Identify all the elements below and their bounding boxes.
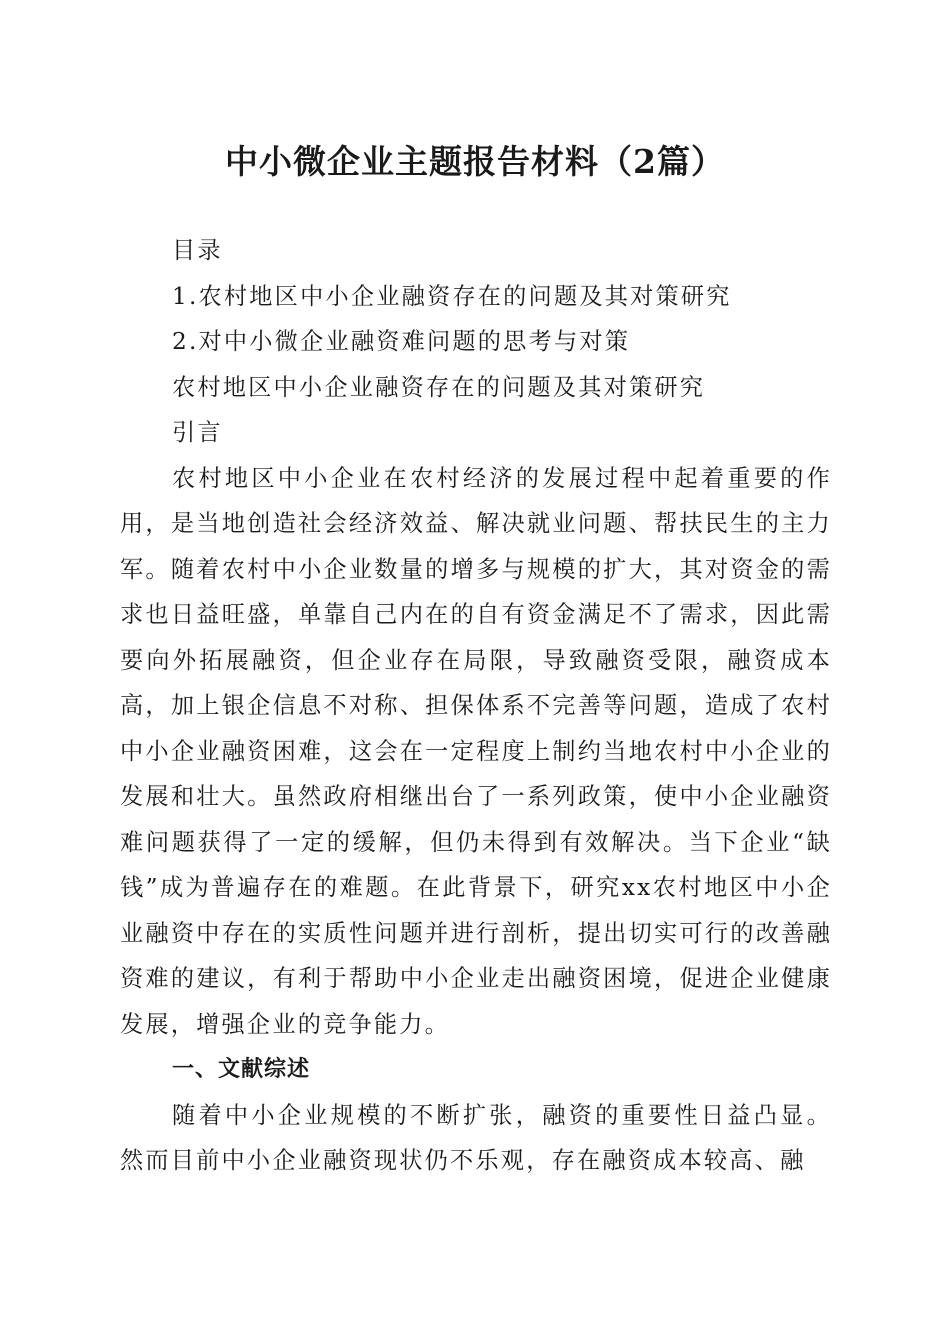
toc-label: 目录 (172, 237, 223, 264)
document-body (120, 228, 832, 1184)
document-title: 中小微企业主题报告材料（2篇） (225, 142, 725, 181)
intro-label: 引言 (172, 419, 223, 446)
toc-item-2: 2.对中小微企业融资难问题的思考与对策 (172, 328, 631, 355)
toc-item-1: 1.农村地区中小企业融资存在的问题及其对策研究 (172, 282, 732, 310)
section-paragraph: 随着中小企业规模的不断扩张，融资的重要性日益凸显。然而目前中小企业融资现状仍不乐观，存在融资成本较高、融 (120, 1101, 832, 1174)
article-title: 农村地区中小企业融资存在的问题及其对策研究 (172, 373, 706, 401)
section-heading: 一、文献综述 (172, 1057, 311, 1082)
intro-paragraph: 农村地区中小企业在农村经济的发展过程中起着重要的作用，是当地创造社会经济效益、解决就业问题、帮扶民生的主力军。随着农村中小企业数量的增多与规模的扩大，其对资金的需求也日益旺盛，单靠自己内在的自有资金满足不了需求，因此需要向外拓展融资，但企业存在局限，导致融资受限，融资成本高，加上银企信息不对称、担保体系不完善等问题，造成了农村中小企业融资困难，这会在一定程度上制约当地农村中小企业的发展和壮大。虽然政府相继出台了一系列政策，使中小企业融资难问题获得了一定的缓解，但仍未得到有效解决。当下企业“缺钱”成为普遍存在的难题。在此背景下，研究xx农村地区中小企业融资中存在的实质性问题并进行剖析，提出切实可行的改善融资难的建议，有利于帮助中小企业走出融资困境，促进企业健康发展，增强企业的竞争能力。 (120, 464, 832, 1038)
